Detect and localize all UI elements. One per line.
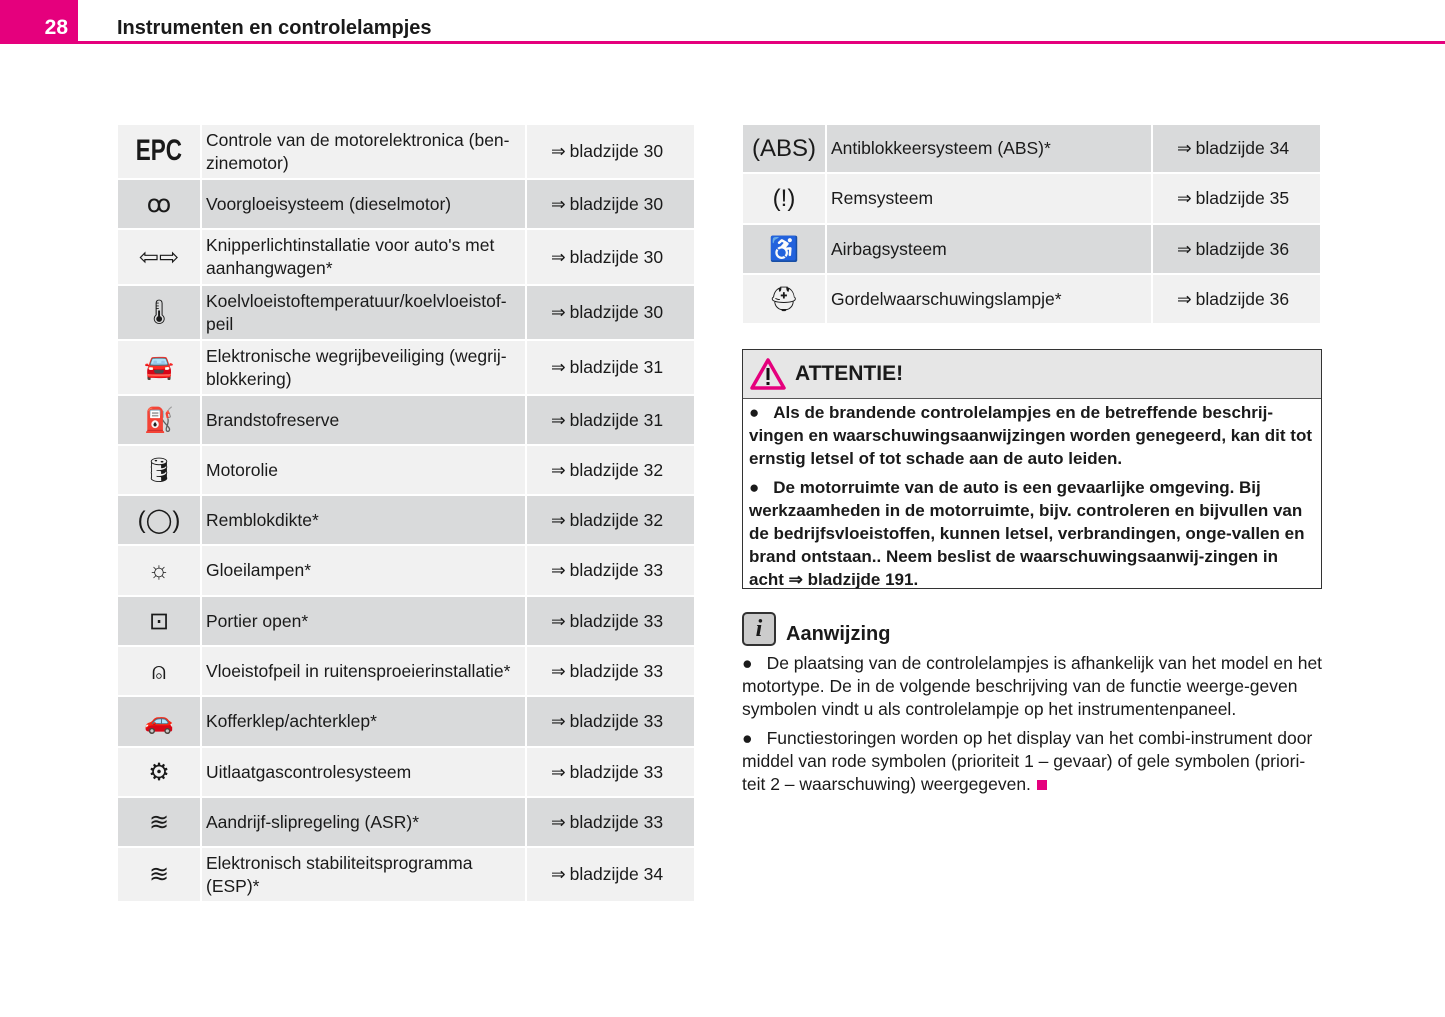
coolant-temperature-icon: 🌡: [117, 285, 201, 340]
table-row: [117, 285, 695, 340]
page-title: Instrumenten en controlelampjes: [117, 17, 432, 39]
page-reference-link[interactable]: ⇒ bladzijde 31: [526, 395, 695, 445]
warning-triangle-icon: [749, 357, 787, 391]
page-reference-link[interactable]: ⇒ bladzijde 31: [526, 340, 695, 395]
trunk-icon: 🚗: [117, 696, 201, 747]
note-bullet: ● De plaatsing van de controlelampjes is afhankelijk van het model en het motortype. De in de volgende beschrijving van de functie weerge-geven symbolen vindt u als controlelampje op het instrumentenpaneel.: [742, 653, 1323, 719]
page-reference-link[interactable]: ⇒ bladzijde 33: [526, 596, 695, 646]
note-section: [742, 612, 1324, 802]
lamp-label: Airbagsysteem: [826, 224, 1152, 274]
lamp-label: Gloeilampen*: [201, 545, 526, 596]
table-row: [117, 596, 695, 646]
note-title: Aanwijzing: [786, 623, 891, 645]
stability-control-icon: ≋: [117, 847, 201, 902]
lamp-label: Controle van de motorelektronica (ben-zinemotor): [201, 124, 526, 179]
lamp-label: Voorgloeisysteem (dieselmotor): [201, 179, 526, 229]
page-reference-link[interactable]: ⇒ bladzijde 30: [526, 179, 695, 229]
page-reference-link[interactable]: ⇒ bladzijde 30: [526, 229, 695, 285]
table-row: [117, 445, 695, 495]
trailer-turn-signal-icon: ⇦⇨: [117, 229, 201, 285]
end-marker-icon: [1037, 780, 1047, 790]
page-reference-link[interactable]: ⇒ bladzijde 33: [526, 696, 695, 747]
airbag-icon: ♿: [742, 224, 826, 274]
page-reference-link[interactable]: ⇒ bladzijde 32: [526, 495, 695, 545]
lamp-label: Koelvloeistoftemperatuur/koelvloeistof-peil: [201, 285, 526, 340]
table-row: [117, 646, 695, 696]
table-row: [117, 395, 695, 445]
warning-lamps-table-right: [741, 123, 1322, 325]
lamp-label: Remsysteem: [826, 173, 1152, 224]
bulb-icon: ☼: [117, 545, 201, 596]
warning-title: ATTENTIE!: [795, 362, 904, 385]
warning-box: [742, 349, 1322, 589]
lamp-label: Gordelwaarschuwingslampje*: [826, 274, 1152, 324]
lamp-label: Remblokdikte*: [201, 495, 526, 545]
fuel-pump-icon: ⛽: [117, 395, 201, 445]
page-reference-link[interactable]: ⇒ bladzijde 34: [1152, 124, 1321, 173]
epc-icon: EPC: [117, 124, 201, 179]
table-row: [117, 747, 695, 797]
page-reference-link[interactable]: ⇒ bladzijde 33: [526, 797, 695, 847]
lamp-label: Elektronische wegrijbeveiliging (wegrij-blokkering): [201, 340, 526, 395]
lamp-label: Aandrijf-slipregeling (ASR)*: [201, 797, 526, 847]
table-row: [117, 696, 695, 747]
oil-can-icon: 🛢: [117, 445, 201, 495]
table-row: [117, 229, 695, 285]
table-row: [742, 274, 1321, 324]
warning-lamps-table-left: [116, 123, 696, 903]
page-number: 28: [0, 0, 78, 44]
lamp-label: Kofferklep/achterklep*: [201, 696, 526, 747]
table-row: [117, 179, 695, 229]
note-bullet: ● Functiestoringen worden op het display van het combi-instrument door middel van rode symbolen (prioriteit 1 – gevaar) of gele symbolen (priori-teit 2 – waarschuwing) weergegeven.: [742, 728, 1313, 794]
lamp-label: Vloeistofpeil in ruitensproeierinstallatie*: [201, 646, 526, 696]
lamp-label: Antiblokkeersysteem (ABS)*: [826, 124, 1152, 173]
table-row: [742, 124, 1321, 173]
traction-control-icon: ≋: [117, 797, 201, 847]
door-open-icon: ⊡: [117, 596, 201, 646]
lamp-label: Uitlaatgascontrolesysteem: [201, 747, 526, 797]
table-row: [117, 545, 695, 596]
brake-warning-icon: (!): [742, 173, 826, 224]
page-reference-link[interactable]: ⇒ bladzijde 30: [526, 285, 695, 340]
brake-pad-icon: (◯): [117, 495, 201, 545]
page-reference-link[interactable]: ⇒ bladzijde 33: [526, 747, 695, 797]
table-row: [742, 173, 1321, 224]
immobilizer-car-icon: 🚘: [117, 340, 201, 395]
lamp-label: Portier open*: [201, 596, 526, 646]
page-reference-link[interactable]: ⇒ bladzijde 35: [1152, 173, 1321, 224]
table-row: [117, 340, 695, 395]
glow-plug-icon: ꝏ: [117, 179, 201, 229]
washer-fluid-icon: ⍝: [117, 646, 201, 696]
engine-icon: ⚙: [117, 747, 201, 797]
warning-header: [743, 350, 1321, 399]
warning-bullet: ● Als de brandende controlelampjes en de betreffende beschrij-vingen en waarschuwingsaanwijzingen worden genegeerd, kan dit tot ernstig letsel of tot schade aan de auto leiden.: [749, 403, 1312, 468]
lamp-label: Brandstofreserve: [201, 395, 526, 445]
warning-bullet: ● De motorruimte van de auto is een gevaarlijke omgeving. Bij werkzaamheden in de motorruimte, bijv. controleren en bijvullen van de bedrijfsvloeistoffen, kunnen letsel, verbrandingen, onge-vallen en brand ontstaan.. Neem beslist de waarschuwingsaanwij-zingen in acht ⇒ bladzijde 191.: [749, 478, 1305, 589]
seatbelt-icon: ⛑: [742, 274, 826, 324]
lamp-label: Knipperlichtinstallatie voor auto's met aanhangwagen*: [201, 229, 526, 285]
page-reference-link[interactable]: ⇒ bladzijde 36: [1152, 224, 1321, 274]
page-reference-link[interactable]: ⇒ bladzijde 36: [1152, 274, 1321, 324]
info-icon: i: [742, 612, 776, 646]
lamp-label: Elektronisch stabiliteitsprogramma (ESP)*: [201, 847, 526, 902]
table-row: [117, 797, 695, 847]
page-reference-link[interactable]: ⇒ bladzijde 33: [526, 545, 695, 596]
lamp-label: Motorolie: [201, 445, 526, 495]
page-reference-link[interactable]: ⇒ bladzijde 32: [526, 445, 695, 495]
header-rule: [78, 41, 1445, 44]
page-reference-link[interactable]: ⇒ bladzijde 33: [526, 646, 695, 696]
table-row: [117, 124, 695, 179]
page-reference-link[interactable]: ⇒ bladzijde 30: [526, 124, 695, 179]
page-reference-link[interactable]: ⇒ bladzijde 34: [526, 847, 695, 902]
abs-icon: (ABS): [742, 124, 826, 173]
table-row: [117, 495, 695, 545]
table-row: [117, 847, 695, 902]
table-row: [742, 224, 1321, 274]
